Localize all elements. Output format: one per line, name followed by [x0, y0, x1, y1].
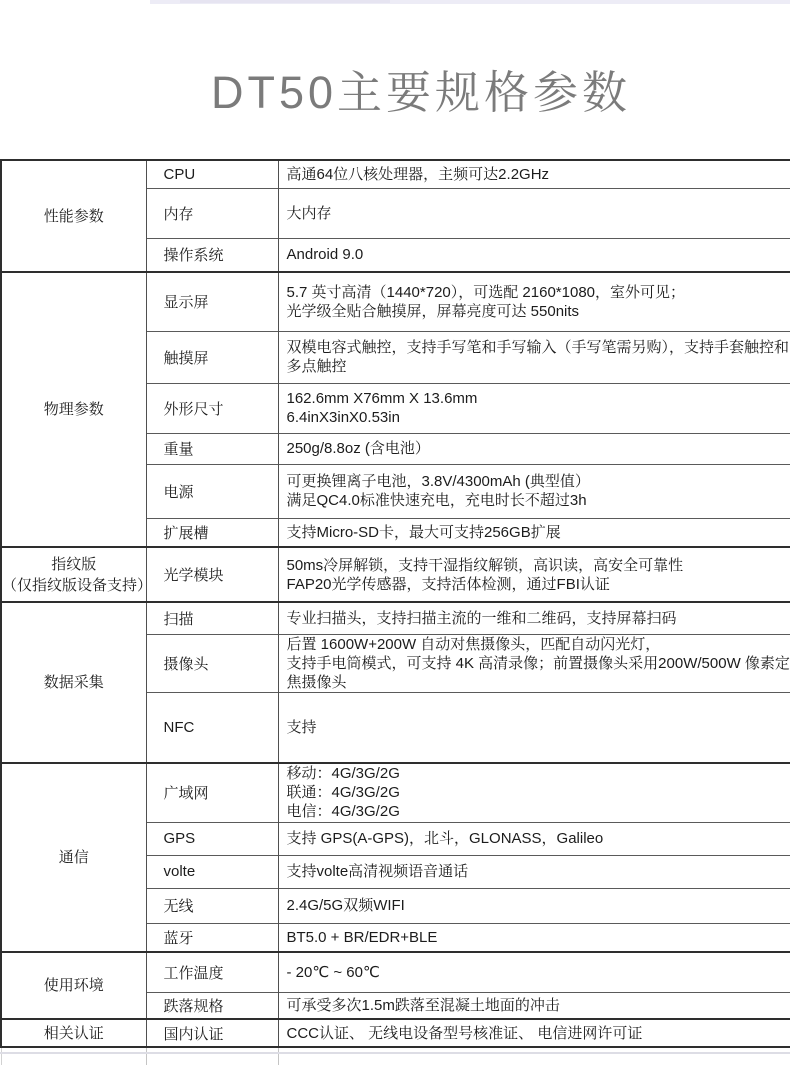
value-line: 光学级全贴合触摸屏，屏幕亮度可达 550nits [286, 302, 580, 320]
value-line: 后置 1600W+200W 自动对焦摄像头，匹配自动闪光灯， [286, 635, 661, 653]
value-line: 6.4inX3inX0.53in [286, 409, 400, 426]
value-line: 移动：4G/3G/2G [286, 765, 400, 783]
table-row [1, 1019, 790, 1047]
table-row [1, 763, 790, 822]
value-cell [278, 634, 790, 692]
value-cell [278, 822, 790, 855]
value-line: Android 9.0 [286, 246, 364, 264]
table-row [1, 272, 790, 331]
param-cell: 扩展槽 [146, 518, 278, 547]
category-cell [1, 1019, 146, 1047]
value-cell [278, 547, 790, 602]
category-line: （仅指纹版设备支持） [2, 576, 153, 594]
value-line: 50ms冷屏解锁，支持干湿指纹解锁，高识读，高安全可靠性 [286, 556, 684, 574]
value-cell [278, 433, 790, 464]
value-cell [278, 331, 790, 383]
param-cell: NFC [146, 692, 278, 763]
value-line: 支持 GPS(A-GPS)，北斗，GLONASS，Galileo [286, 830, 604, 847]
value-cell [278, 602, 790, 634]
value-line: 高通64位八核处理器，主频可达2.2GHz [286, 165, 550, 183]
param-cell: 国内认证 [146, 1019, 278, 1047]
partial-cell [1, 1047, 146, 1065]
param-cell: GPS [146, 822, 278, 855]
partial-cell [278, 1047, 790, 1065]
table-row [1, 160, 790, 188]
category-line: 相关认证 [43, 1024, 104, 1042]
category-cell [1, 272, 146, 547]
category-line: 使用环境 [43, 977, 104, 994]
param-cell: 跌落规格 [146, 992, 278, 1019]
value-cell [278, 272, 790, 331]
value-line: 2.4G/5G双频WIFI [286, 897, 405, 914]
category-line: 通信 [58, 849, 89, 866]
category-line: 性能参数 [43, 207, 104, 225]
table-row [1, 952, 790, 992]
value-line: 支持手电筒模式，可支持 4K 高清录像；前置摄像头采用200W/500W 像素定焦摄像头 [286, 654, 790, 691]
partial-cell [146, 1047, 278, 1065]
value-line: 可承受多次1.5m跌落至混凝土地面的冲击 [286, 996, 560, 1014]
value-line: 双模电容式触控，支持手写笔和手写输入（手写笔需另购），支持手套触控和多点触控 [286, 339, 790, 375]
param-cell: 外形尺寸 [146, 383, 278, 433]
value-cell [278, 952, 790, 992]
value-line: 支持volte高清视频语音通话 [286, 863, 469, 880]
value-line: 大内存 [286, 204, 332, 222]
param-cell: 显示屏 [146, 272, 278, 331]
value-cell [278, 888, 790, 923]
value-line: 可更换锂离子电池，3.8V/4300mAh (典型值） [286, 473, 590, 490]
value-line: - 20℃ ~ 60℃ [286, 963, 380, 981]
value-cell [278, 518, 790, 547]
param-cell: 重量 [146, 433, 278, 464]
category-line: 指纹版 [51, 555, 97, 573]
value-cell [278, 763, 790, 822]
value-line: 162.6mm X76mm X 13.6mm [286, 390, 478, 407]
param-cell: 摄像头 [146, 634, 278, 692]
table-row [1, 602, 790, 634]
value-cell [278, 160, 790, 188]
value-cell [278, 1019, 790, 1047]
param-cell: 光学模块 [146, 547, 278, 602]
value-cell [278, 855, 790, 888]
param-cell: 广域网 [146, 763, 278, 822]
param-cell: 无线 [146, 888, 278, 923]
value-cell [278, 383, 790, 433]
param-cell: 电源 [146, 464, 278, 518]
param-cell: 蓝牙 [146, 923, 278, 952]
category-cell [1, 763, 146, 952]
value-line: FAP20光学传感器，支持活体检测，通过FBI认证 [286, 575, 610, 593]
value-cell [278, 692, 790, 763]
bottom-divider-smear [0, 1052, 790, 1054]
category-cell [1, 547, 153, 602]
value-line: CCC认证、 无线电设备型号核准证、 电信进网许可证 [286, 1024, 643, 1042]
param-cell: 工作温度 [146, 952, 278, 992]
value-cell [278, 992, 790, 1019]
value-cell [278, 188, 790, 238]
value-line: 满足QC4.0标准快速充电，充电时长不超过3h [286, 492, 587, 509]
value-line: 支持Micro-SD卡，最大可支持256GB扩展 [286, 523, 561, 541]
value-line: 专业扫描头，支持扫描主流的一维和二维码，支持屏幕扫码 [286, 609, 677, 627]
param-cell: CPU [146, 160, 278, 188]
category-cell [1, 952, 146, 1019]
value-line: 电信：4G/3G/2G [286, 803, 400, 821]
value-line: 联通：4G/3G/2G [286, 784, 400, 802]
param-cell: volte [146, 855, 278, 888]
category-line: 数据采集 [43, 674, 104, 691]
value-line: 支持 [286, 718, 317, 736]
category-cell [1, 602, 146, 763]
category-cell [1, 160, 146, 272]
top-highlight-strip-inner [180, 0, 390, 3]
value-cell [278, 923, 790, 952]
param-cell: 触摸屏 [146, 331, 278, 383]
table-row [1, 547, 790, 602]
value-line: BT5.0 + BR/EDR+BLE [286, 928, 438, 946]
param-cell: 扫描 [146, 602, 278, 634]
param-cell: 内存 [146, 188, 278, 238]
partial-bottom-row [1, 1047, 790, 1065]
value-cell [278, 464, 790, 518]
param-cell: 操作系统 [146, 238, 278, 272]
spec-table [0, 159, 790, 1065]
value-line: 5.7 英寸高清（1440*720），可选配 2160*1080，室外可见； [286, 283, 685, 301]
value-line: 250g/8.8oz (含电池） [286, 440, 430, 457]
value-cell [278, 238, 790, 272]
category-line: 物理参数 [43, 401, 104, 418]
page-title: DT50主要规格参数 [210, 67, 632, 118]
